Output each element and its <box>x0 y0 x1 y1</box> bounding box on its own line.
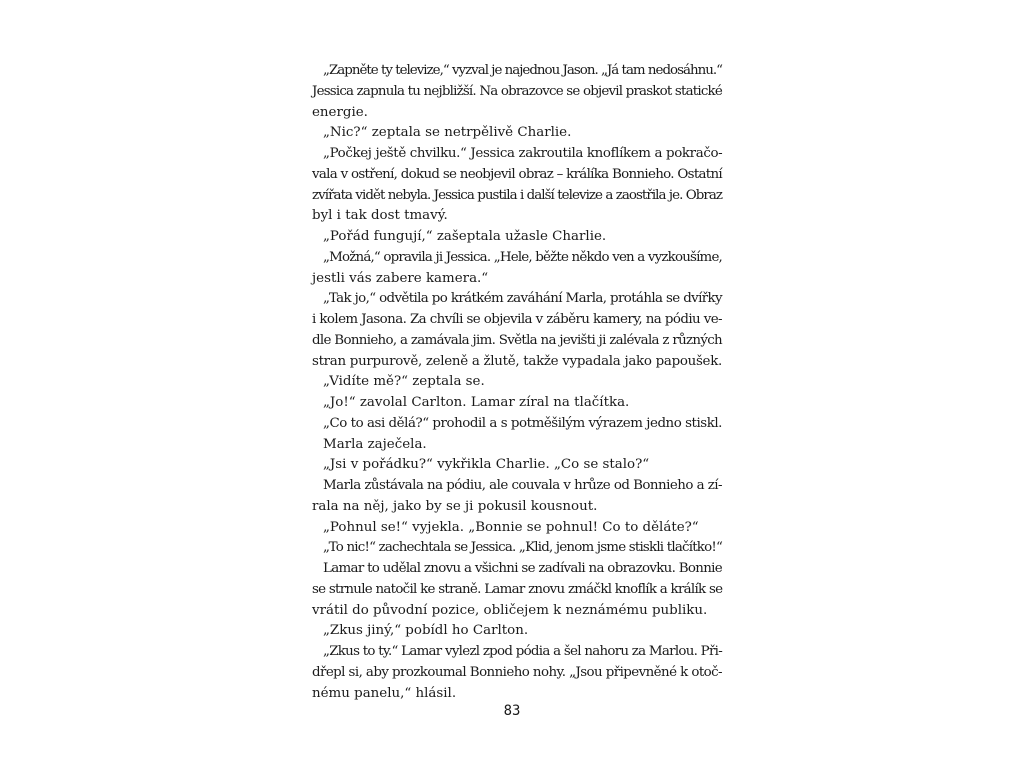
text-line: „Možná,“ opravila ji Jessica. „Hele, běžte někdo ven a vyzkoušíme, <box>323 249 722 265</box>
text-line: „Co to asi dělá?“ prohodil a s potměšilým výrazem jedno stiskl. <box>323 415 722 431</box>
text-line: Marla zůstávala na pódiu, ale couvala v hrůze od Bonnieho a zí- <box>323 478 722 493</box>
text-line: vala v ostření, dokud se neobjevil obraz – králíka Bonnieho. Ostatní <box>312 166 722 182</box>
text-line: se strnule natočil ke straně. Lamar znovu zmáčkl knoflík a králík se <box>312 581 723 597</box>
text-line: „Zkus to ty.“ Lamar vylezl zpod pódia a šel nahoru za Marlou. Při- <box>323 644 722 659</box>
text-line: zvířata vidět nebyla. Jessica pustila i další televize a zaostřila je. Obraz <box>312 187 722 203</box>
text-line: rala na něj, jako by se ji pokusil kousnout. <box>312 498 598 514</box>
text-line: stran purpurově, zeleně a žlutě, takže vypadala jako papoušek. <box>312 353 722 369</box>
text-line: „Tak jo,“ odvětila po krátkém zaváhání Marla, protáhla se dvířky <box>323 291 722 307</box>
text-line: „Jsi v pořádku?“ vykřikla Charlie. „Co se stalo?“ <box>323 457 650 473</box>
text-line: „Pohnul se!“ vyjekla. „Bonnie se pohnul! Co to děláte?“ <box>323 519 699 535</box>
text-line: i kolem Jasona. Za chvíli se objevila v záběru kamery, na pódiu ve- <box>312 312 722 327</box>
text-line: „Pořád fungují,“ zašeptala užasle Charlie. <box>323 229 607 244</box>
text-line: byl i tak dost tmavý. <box>312 208 448 224</box>
text-line: „Nic?“ zeptala se netrpělivě Charlie. <box>323 125 572 141</box>
text-line: dřepl si, aby prozkoumal Bonnieho nohy. „Jsou připevněné k otoč- <box>312 664 722 680</box>
page-number: 83 <box>503 703 521 719</box>
text-line: „Vidíte mě?“ zeptala se. <box>323 374 485 390</box>
text-line: „Zapněte ty televize,“ vyzval je najednou Jason. „Já tam nedosáhnu.“ <box>323 63 722 78</box>
text-line: „Zkus jiný,“ pobídl ho Carlton. <box>323 623 529 639</box>
text-line: „Počkej ještě chvilku.“ Jessica zakroutila knoflíkem a pokračo- <box>323 146 723 161</box>
text-line: Lamar to udělal znovu a všichni se zadívali na obrazovku. Bonnie <box>323 561 722 576</box>
text-line: vrátil do původní pozice, obličejem k neznámému publiku. <box>312 602 708 618</box>
text-line: Marla zaječela. <box>323 436 427 452</box>
text-line: energie. <box>312 104 368 120</box>
text-line: jestli vás zabere kamera.“ <box>312 270 489 286</box>
text-line: „To nic!“ zachechtala se Jessica. „Klid, jenom jsme stiskli tlačítko!“ <box>323 540 722 556</box>
text-line: „Jo!“ zavolal Carlton. Lamar zíral na tlačítka. <box>323 395 630 410</box>
text-line: Jessica zapnula tu nejbližší. Na obrazovce se objevil praskot statické <box>312 83 722 99</box>
text-line: dle Bonnieho, a zamávala jim. Světla na jevišti ji zalévala z různých <box>312 332 722 348</box>
body-text <box>312 61 722 704</box>
text-line: nému panelu,“ hlásil. <box>312 685 457 701</box>
